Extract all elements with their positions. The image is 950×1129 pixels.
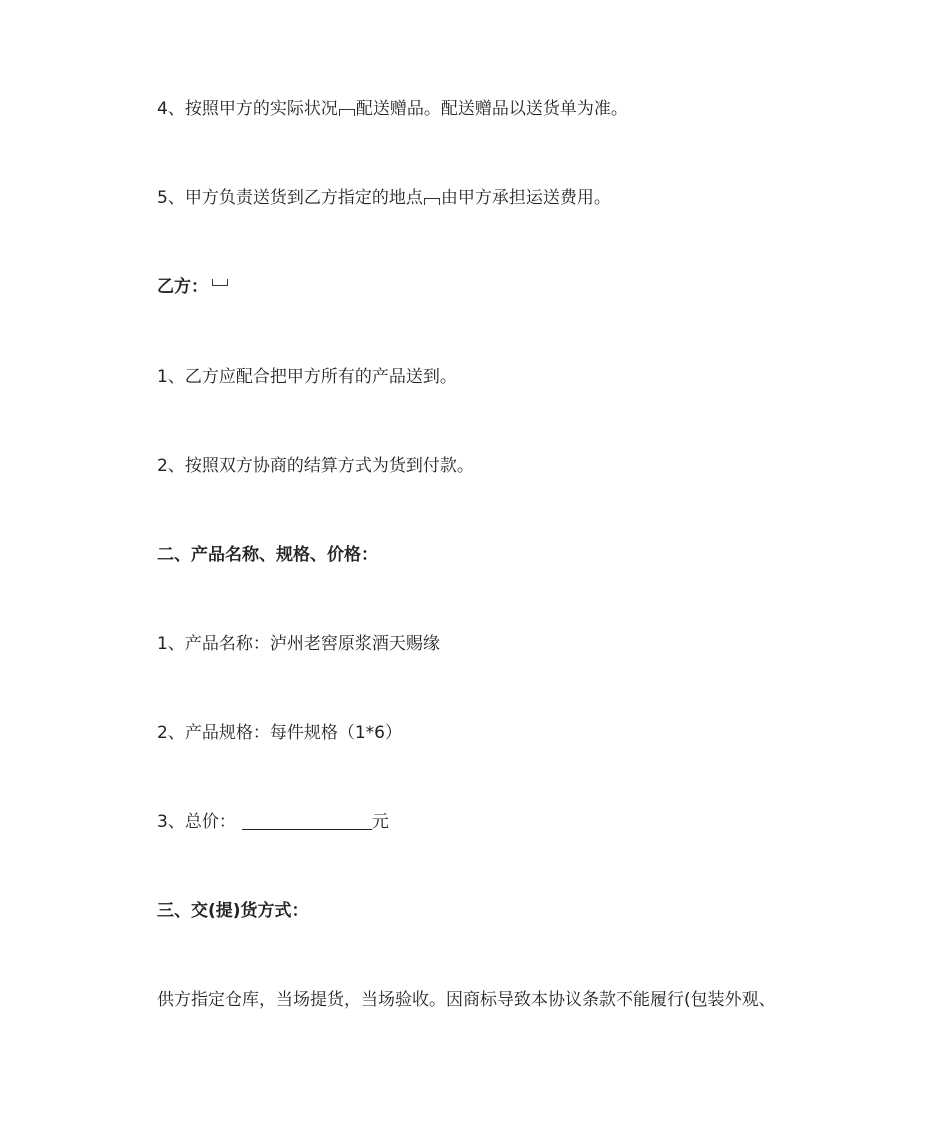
paragraph-delivery-terms: 供方指定仓库，当场提货，当场验收。因商标导致本协议条款不能履行(包装外观、	[157, 990, 776, 1010]
paragraph-product-name: 1、产品名称：泸州老窖原浆酒天赐缘	[157, 634, 440, 654]
text-shipping-part1: 5、甲方负责送货到乙方指定的地点	[157, 188, 423, 208]
paragraph-party-b-1: 1、乙方应配合把甲方所有的产品送到。	[157, 367, 457, 387]
heading-party-b	[157, 275, 232, 299]
text-currency-unit: 元	[371, 812, 389, 832]
paragraph-product-spec: 2、产品规格：每件规格（1*6）	[157, 723, 402, 743]
bracket-mark	[424, 198, 440, 205]
heading-delivery-method: 三、交(提)货方式：	[157, 901, 309, 921]
paragraph-total-price	[157, 810, 389, 834]
paragraph-gift-delivery	[157, 97, 628, 121]
bracket-mark	[339, 109, 355, 116]
text-gift-delivery-part1: 4、按照甲方的实际状况	[157, 99, 338, 119]
total-price-blank	[242, 811, 372, 830]
text-total-price-label: 3、总价：	[157, 812, 236, 832]
text-party-b: 乙方：	[157, 277, 208, 297]
text-shipping-part2: 由甲方承担运送费用。	[440, 188, 611, 208]
paragraph-party-b-2: 2、按照双方协商的结算方式为货到付款。	[157, 456, 474, 476]
heading-product-info: 二、产品名称、规格、价格：	[157, 545, 378, 565]
bracket-mark	[212, 279, 228, 286]
text-gift-delivery-part2: 配送赠品。配送赠品以送货单为准。	[355, 99, 628, 119]
paragraph-shipping	[157, 186, 611, 210]
